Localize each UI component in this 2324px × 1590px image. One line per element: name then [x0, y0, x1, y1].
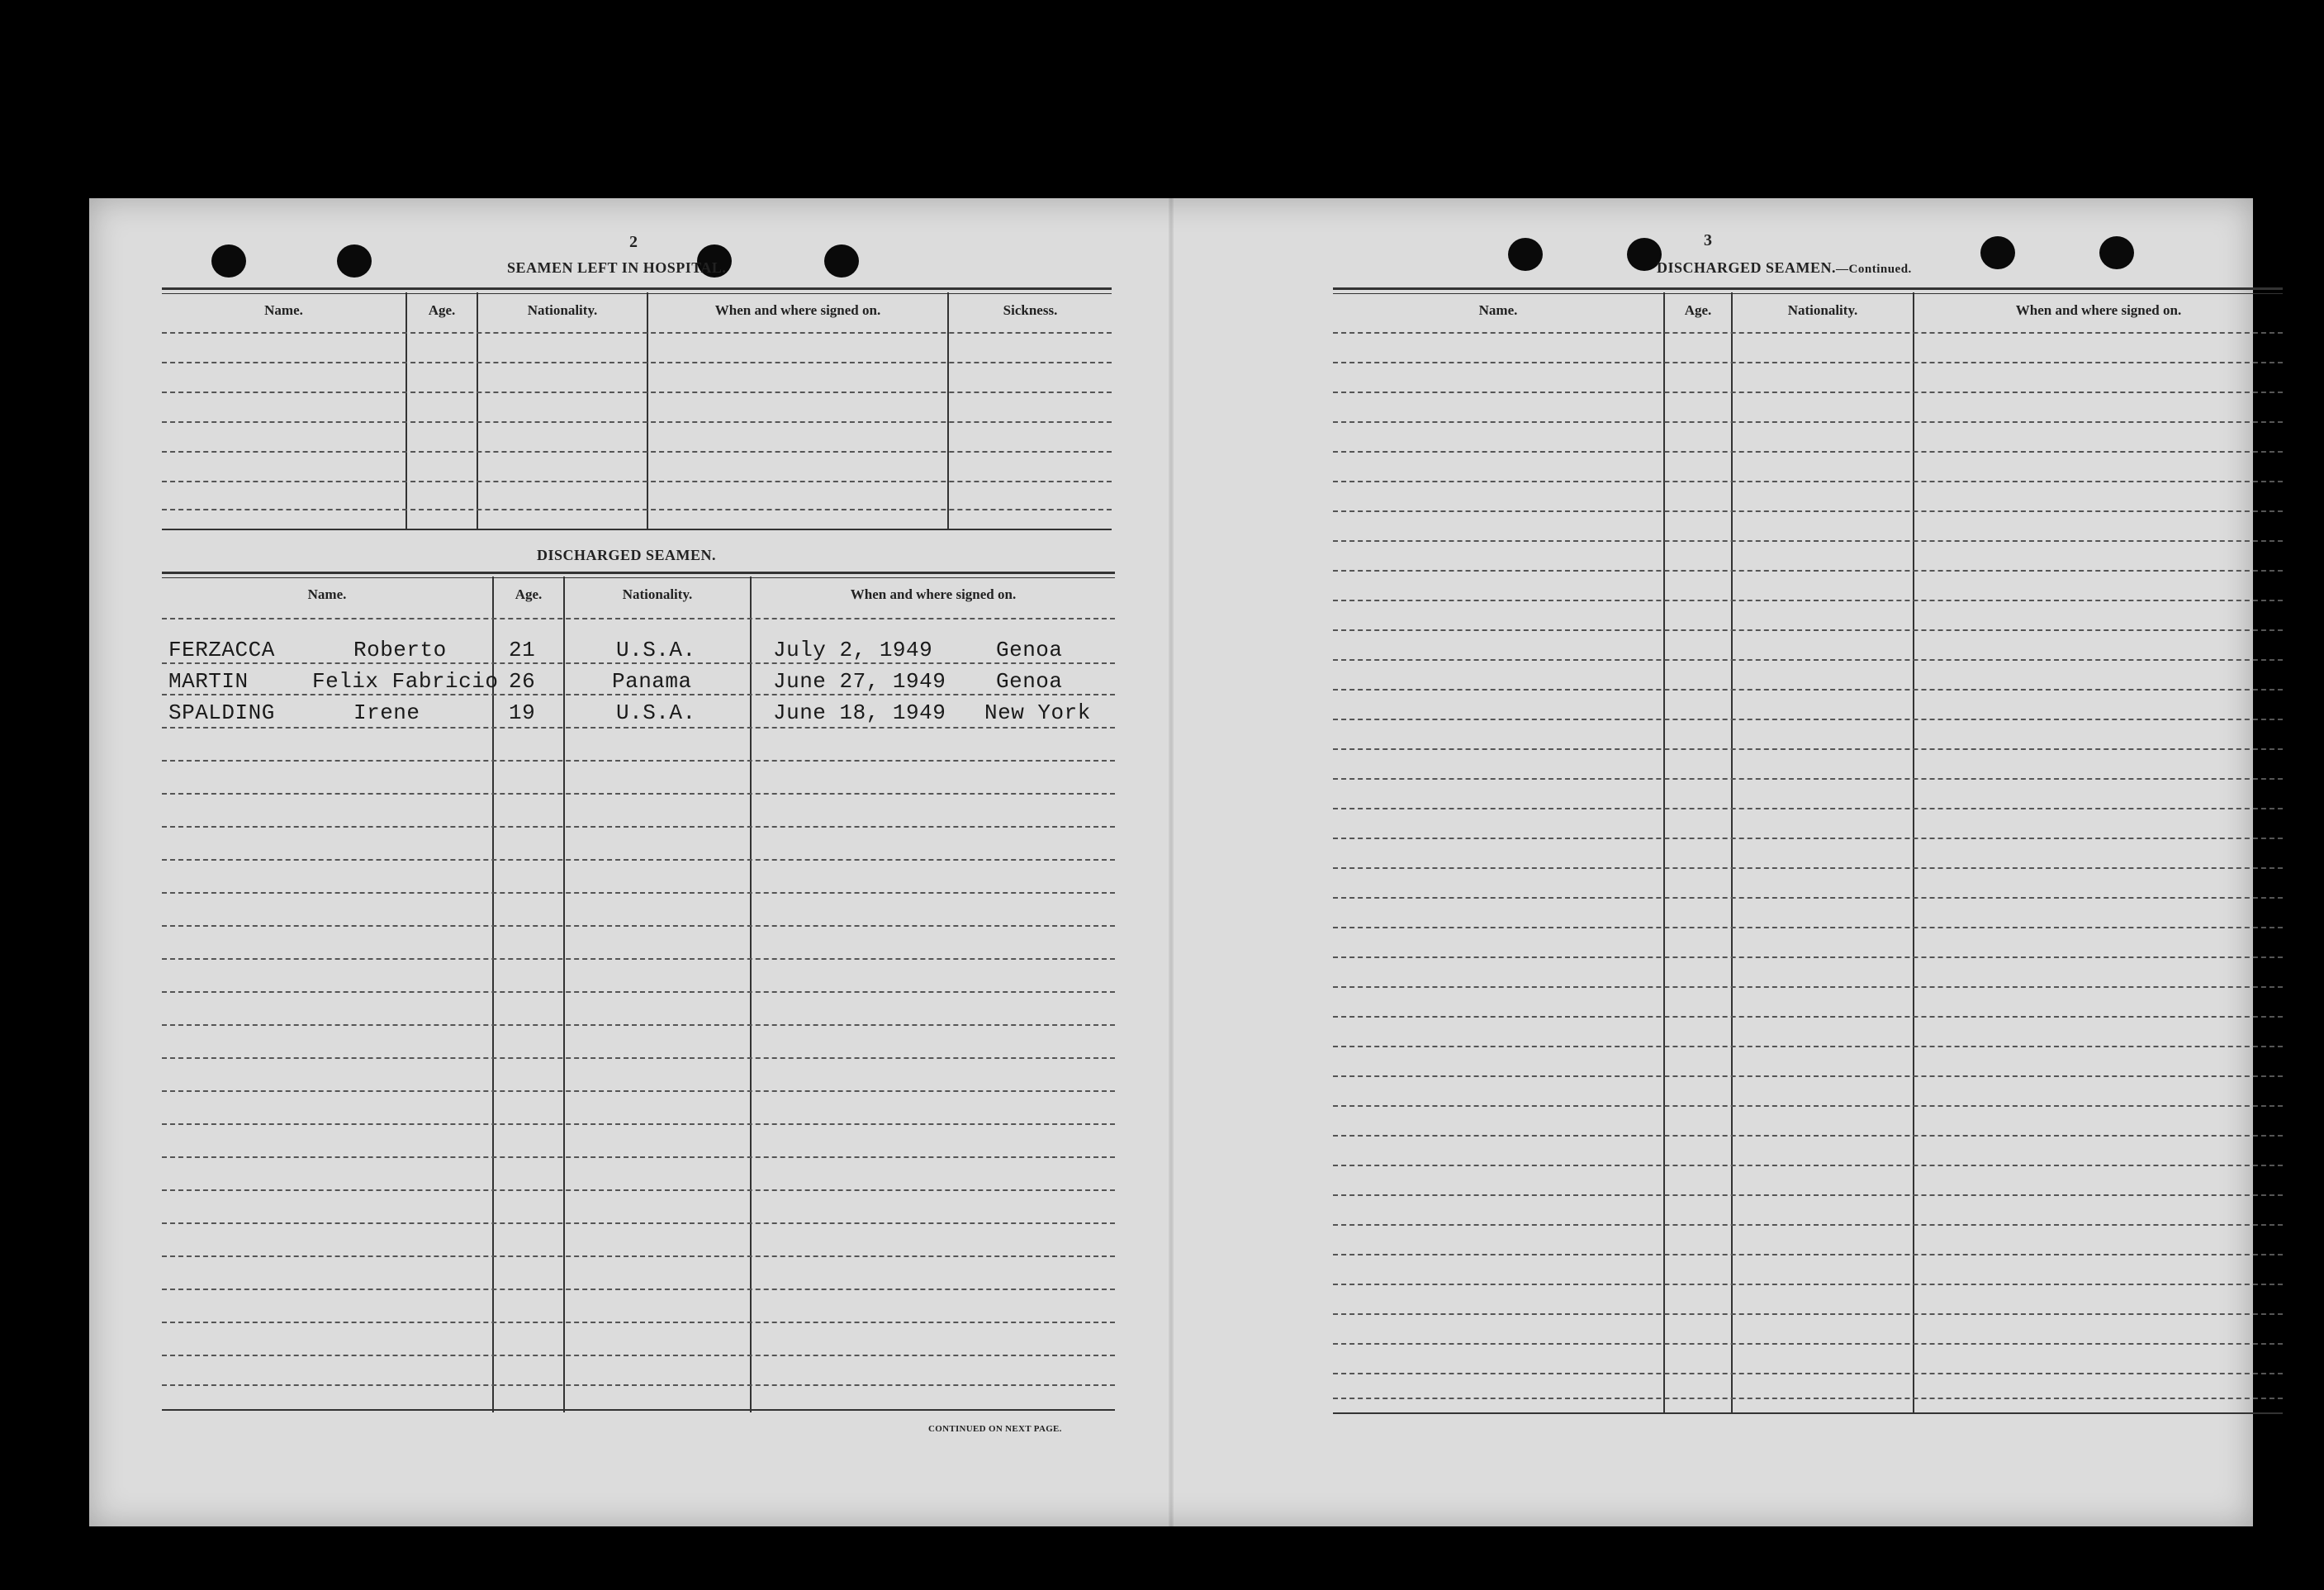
- right-page: [1171, 198, 2253, 1526]
- nationality-cell: U.S.A.: [616, 638, 696, 662]
- col-header-signed-on: When and where signed on.: [714, 302, 881, 318]
- title-main: DISCHARGED SEAMEN.: [1657, 259, 1837, 276]
- hospital-table: [162, 287, 1112, 535]
- col-header-nationality: Nationality.: [527, 302, 598, 318]
- age-cell: 26: [509, 669, 536, 694]
- discharged-continued-table: [1333, 287, 2283, 1419]
- discharged-table: [162, 572, 1115, 1416]
- left-page: [89, 198, 1171, 1526]
- col-header-age: Age.: [515, 586, 543, 602]
- page-number: 2: [629, 233, 638, 251]
- title-suffix: —Continued.: [1836, 263, 1912, 276]
- col-header-age: Age.: [1684, 302, 1712, 318]
- col-header-name: Name.: [1478, 302, 1518, 318]
- signed-place-cell: Genoa: [996, 638, 1063, 662]
- col-header-sickness: Sickness.: [1003, 302, 1058, 318]
- col-header-name: Name.: [307, 586, 347, 602]
- col-header-signed-on: When and where signed on.: [850, 586, 1017, 602]
- col-header-age: Age.: [428, 302, 456, 318]
- signed-date-cell: June 18, 1949: [773, 700, 946, 725]
- surname-cell: SPALDING: [168, 700, 275, 725]
- nationality-cell: U.S.A.: [616, 700, 696, 725]
- col-header-nationality: Nationality.: [622, 586, 693, 602]
- page-number: 3: [1704, 231, 1712, 249]
- nationality-cell: Panama: [612, 669, 692, 694]
- age-cell: 19: [509, 700, 536, 725]
- ledger-sheet: [89, 198, 2253, 1526]
- given-name-cell: Roberto: [353, 638, 447, 662]
- continued-note: CONTINUED ON NEXT PAGE.: [928, 1424, 1062, 1434]
- hospital-section-title: SEAMEN LEFT IN HOSPITAL.: [507, 259, 727, 276]
- surname-cell: FERZACCA: [168, 638, 275, 662]
- given-name-cell: Felix Fabricio: [312, 669, 499, 694]
- signed-place-cell: New York: [984, 700, 1091, 725]
- col-header-name: Name.: [264, 302, 303, 318]
- discharged-section-title: DISCHARGED SEAMEN.: [537, 547, 717, 563]
- col-header-signed-on: When and where signed on.: [2015, 302, 2182, 318]
- age-cell: 21: [509, 638, 536, 662]
- col-header-nationality: Nationality.: [1787, 302, 1858, 318]
- signed-place-cell: Genoa: [996, 669, 1063, 694]
- given-name-cell: Irene: [353, 700, 420, 725]
- surname-cell: MARTIN: [168, 669, 249, 694]
- discharged-continued-title: [1657, 259, 1912, 277]
- signed-date-cell: June 27, 1949: [773, 669, 946, 694]
- signed-date-cell: July 2, 1949: [773, 638, 933, 662]
